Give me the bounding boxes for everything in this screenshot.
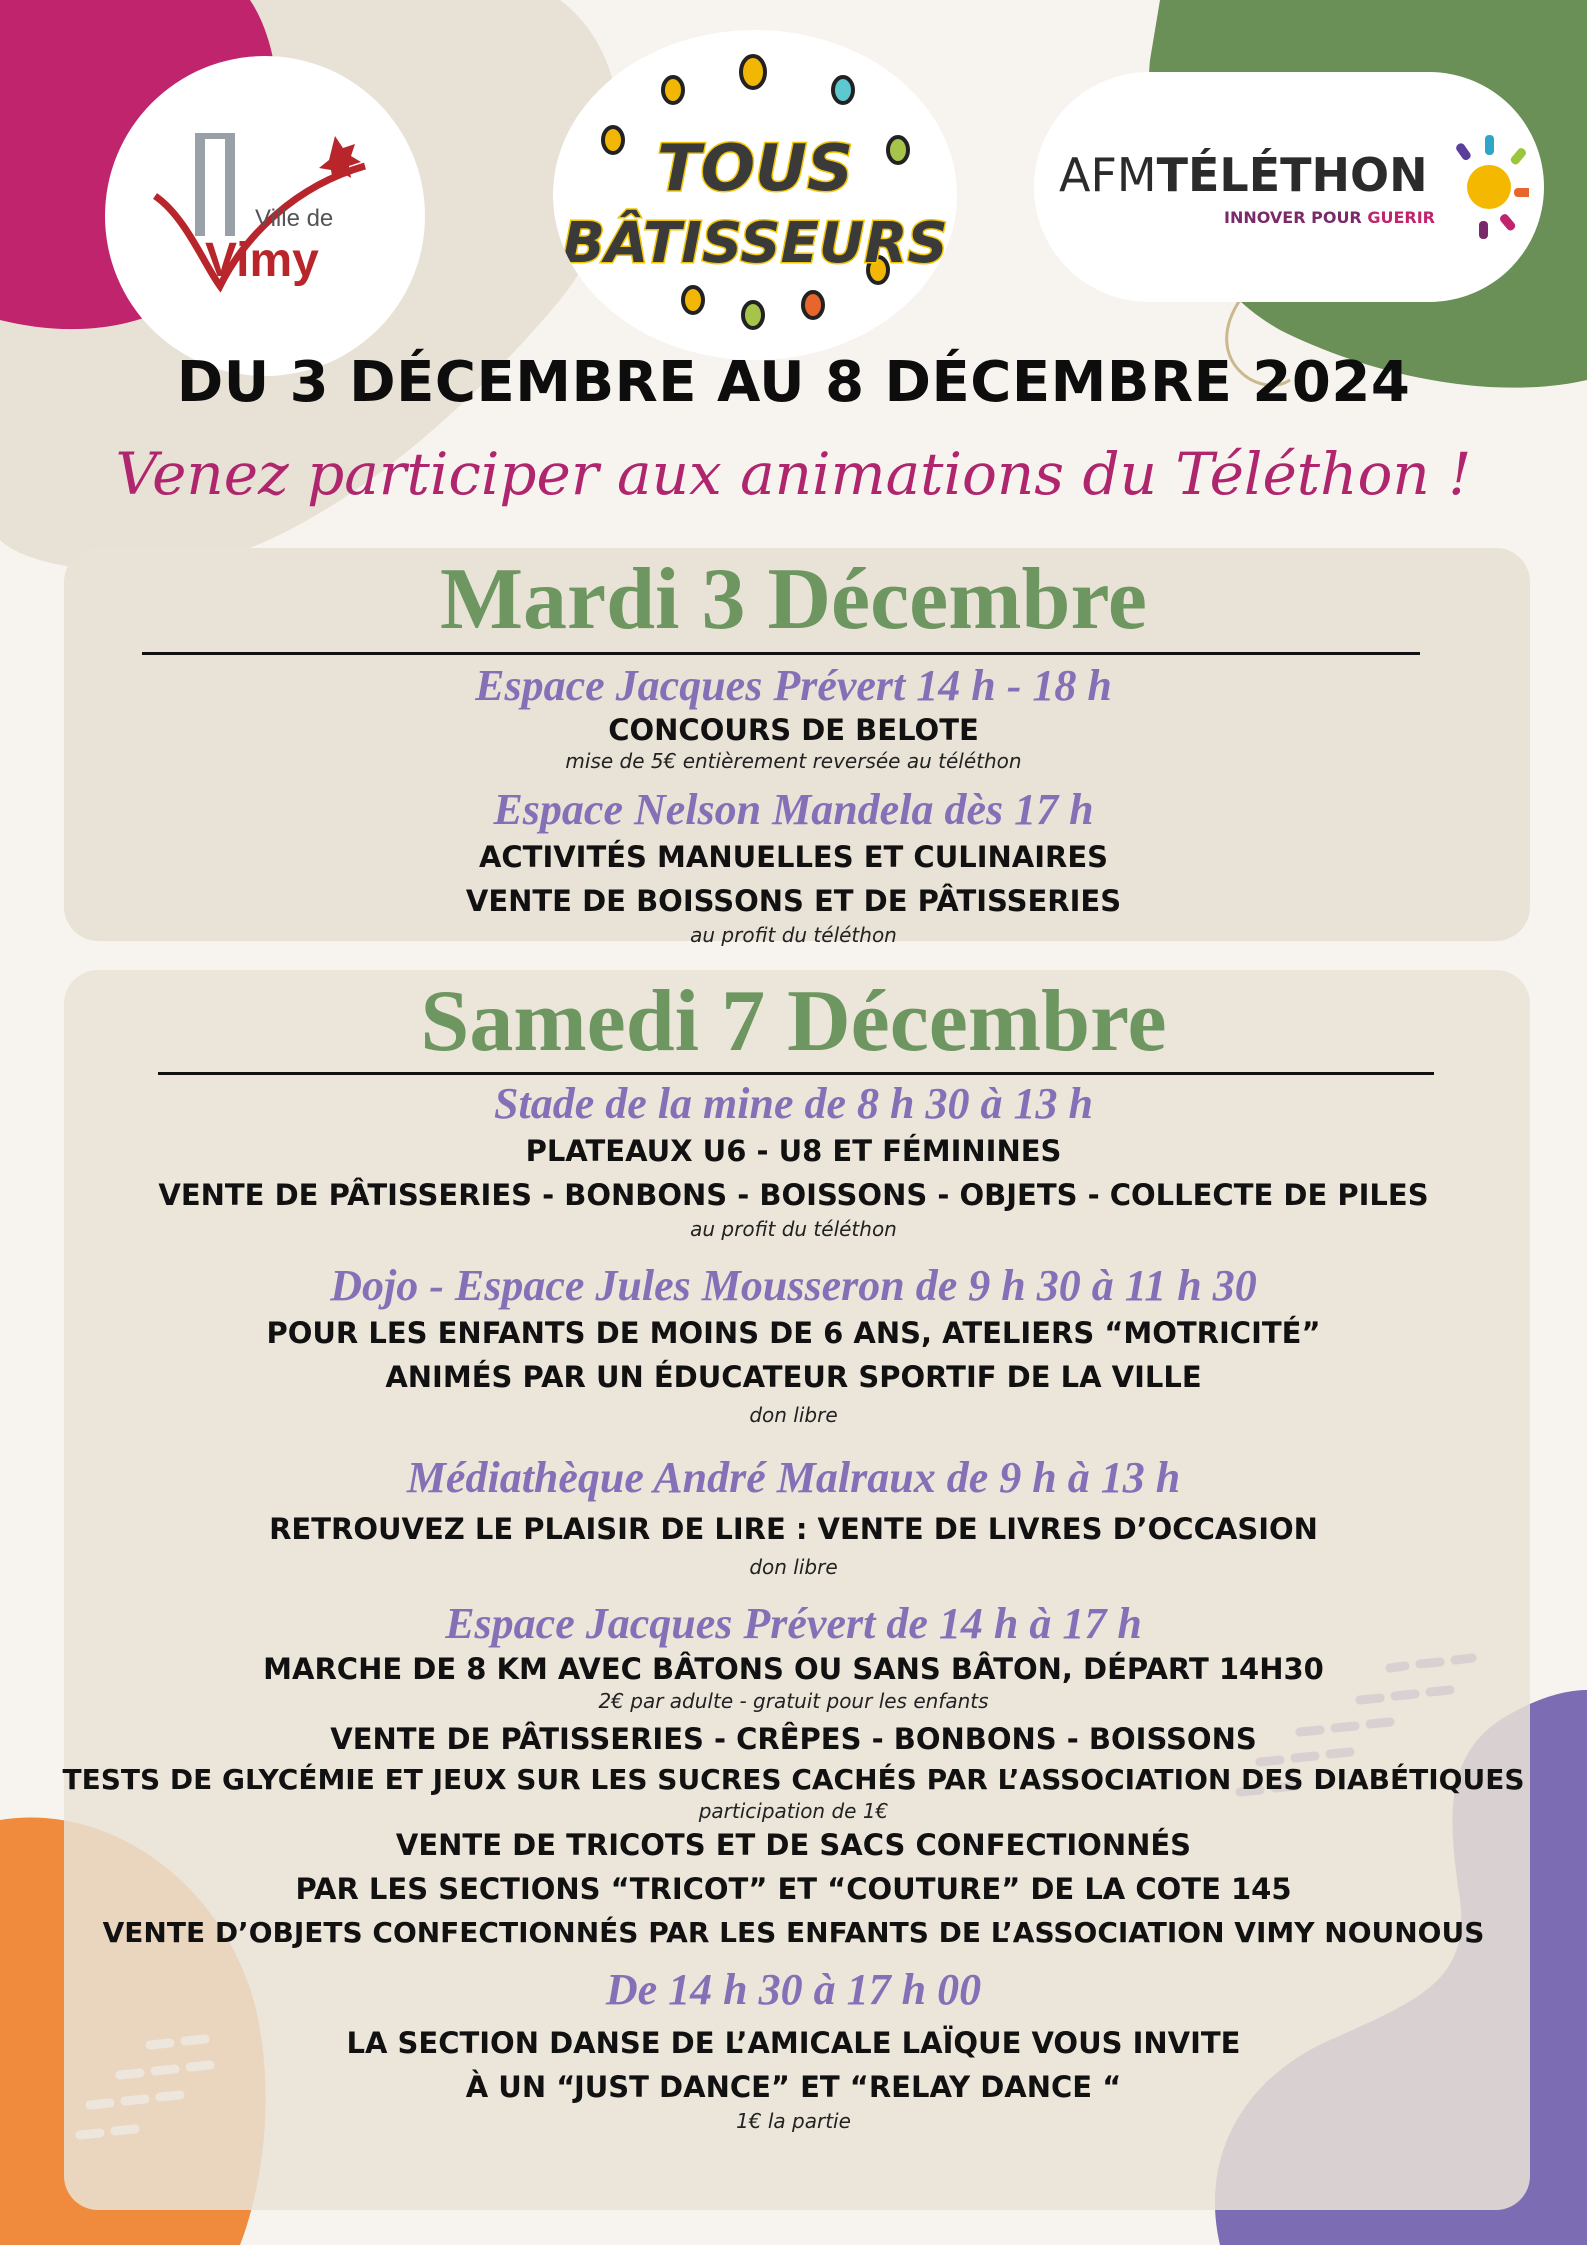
day2-note-3: don libre — [749, 1555, 838, 1579]
day1-activity-2a: ACTIVITÉS MANUELLES ET CULINAIRES — [478, 840, 1109, 874]
day1-note-2: au profit du téléthon — [690, 923, 897, 947]
day2-content — [0, 972, 1587, 2133]
tagline: Venez participer aux animations du Téléthon ! — [115, 440, 1472, 508]
telethon-text: TÉLÉTHON — [1156, 148, 1428, 202]
day2-title-rule — [158, 1072, 1434, 1075]
day2-venue-4: Espace Jacques Prévert de 14 h à 17 h — [445, 1599, 1142, 1648]
day2-note-4a: 2€ par adulte - gratuit pour les enfants — [598, 1689, 989, 1713]
day2-note-1: au profit du téléthon — [690, 1217, 897, 1241]
day2-venue-3: Médiathèque André Malraux de 9 h à 13 h — [406, 1453, 1181, 1502]
svg-text:INNOVER POUR GUERIR — [1224, 208, 1435, 227]
day2-title: Samedi 7 Décembre — [420, 973, 1167, 1070]
vimy-logo — [105, 56, 425, 376]
day2-venue-1: Stade de la mine de 8 h 30 à 13 h — [494, 1079, 1093, 1128]
day2-note-4b: participation de 1€ — [698, 1799, 889, 1823]
tous-text: TOUS — [656, 132, 854, 206]
date-range-headline: DU 3 DÉCEMBRE AU 8 DÉCEMBRE 2024 — [176, 350, 1411, 415]
afm-telethon-logo — [1034, 72, 1544, 302]
day1-activity-2b: VENTE DE BOISSONS ET DE PÂTISSERIES — [465, 884, 1122, 918]
day1-venue-2: Espace Nelson Mandela dès 17 h — [493, 785, 1094, 834]
day1-title-rule — [142, 652, 1420, 655]
batisseurs-text: BÂTISSEURS — [562, 211, 948, 276]
day2-venue-2: Dojo - Espace Jules Mousseron de 9 h 30 à 11 h 30 — [330, 1261, 1257, 1310]
svg-text:AFMTÉLÉTHON — [1059, 148, 1428, 202]
day1-title: Mardi 3 Décembre — [439, 551, 1147, 648]
day1-content — [0, 548, 1587, 947]
day2-activity-4b: VENTE DE PÂTISSERIES - CRÊPES - BONBONS - BOISSONS — [330, 1722, 1257, 1756]
day2-activity-1b: VENTE DE PÂTISSERIES - BONBONS - BOISSONS - OBJETS - COLLECTE DE PILES — [158, 1178, 1429, 1212]
day2-activity-5b: À UN “JUST DANCE” ET “RELAY DANCE “ — [465, 2070, 1122, 2104]
tous-batisseurs-logo — [553, 30, 957, 360]
day2-activity-2b: ANIMÉS PAR UN ÉDUCATEUR SPORTIF DE LA VILLE — [385, 1360, 1202, 1394]
day2-activity-4e: PAR LES SECTIONS “TRICOT” ET “COUTURE” DE LA COTE 145 — [295, 1872, 1292, 1906]
afm-telethon-emblem — [1049, 117, 1529, 257]
day1-venue-1: Espace Jacques Prévert 14 h - 18 h — [475, 661, 1112, 710]
afm-subtitle-a: INNOVER POUR — [1224, 208, 1368, 227]
day1-note-1: mise de 5€ entièrement reversée au téléthon — [565, 749, 1022, 773]
day2-activity-2a: POUR LES ENFANTS DE MOINS DE 6 ANS, ATELIERS “MOTRICITÉ” — [266, 1316, 1321, 1350]
vimy-emblem — [135, 116, 395, 316]
day2-activity-3: RETROUVEZ LE PLAISIR DE LIRE : VENTE DE LIVRES D’OCCASION — [269, 1512, 1318, 1546]
day2-activity-4d: VENTE DE TRICOTS ET DE SACS CONFECTIONNÉS — [395, 1828, 1192, 1862]
vimy-small-text: Ville de — [255, 205, 334, 232]
afm-text: AFM — [1059, 148, 1157, 202]
day2-activity-4a: MARCHE DE 8 KM AVEC BÂTONS OU SANS BÂTON, DÉPART 14H30 — [263, 1652, 1324, 1686]
tous-batisseurs-emblem — [553, 30, 957, 360]
day2-activity-1a: PLATEAUX U6 - U8 ET FÉMININES — [525, 1134, 1062, 1168]
vimy-big-text: Vimy — [205, 234, 319, 287]
day2-note-2: don libre — [749, 1403, 838, 1427]
afm-subtitle-b: GUERIR — [1367, 208, 1435, 227]
day2-activity-4c: TESTS DE GLYCÉMIE ET JEUX SUR LES SUCRES CACHÉS PAR L’ASSOCIATION DES DIABÉTIQUES — [62, 1763, 1525, 1796]
day1-activity-1: CONCOURS DE BELOTE — [608, 713, 979, 747]
day2-activity-5a: LA SECTION DANSE DE L’AMICALE LAÏQUE VOUS INVITE — [346, 2026, 1241, 2060]
day2-activity-4f: VENTE D’OBJETS CONFECTIONNÉS PAR LES ENFANTS DE L’ASSOCIATION VIMY NOUNOUS — [102, 1916, 1485, 1949]
sun-icon — [1455, 135, 1529, 239]
day2-venue-5: De 14 h 30 à 17 h 00 — [605, 1965, 982, 2014]
day2-note-5: 1€ la partie — [736, 2109, 851, 2133]
